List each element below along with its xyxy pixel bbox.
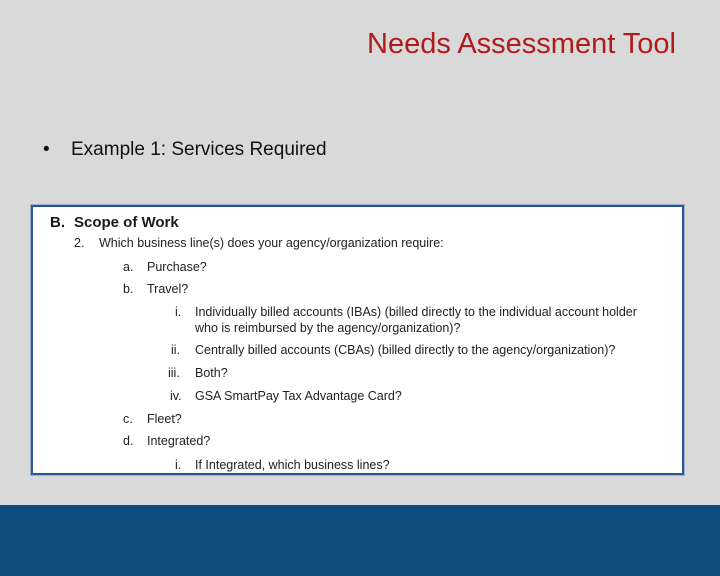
list-text: Both?: [195, 366, 228, 380]
list-text: Individually billed accounts (IBAs) (billed directly to the individual account holder: [195, 305, 637, 319]
question-line: [74, 236, 444, 250]
list-text: If Integrated, which business lines?: [195, 458, 390, 472]
question-text: Which business line(s) does your agency/organization require:: [99, 236, 444, 250]
bullet-dot: •: [43, 139, 50, 160]
list-text: Centrally billed accounts (CBAs) (billed directly to the agency/organization)?: [195, 343, 616, 357]
question-number: 2.: [74, 236, 85, 250]
list-text: Purchase?: [147, 260, 207, 274]
bullet-text: Example 1: Services Required: [71, 139, 327, 160]
list-marker: i.: [175, 305, 182, 319]
list-text: Travel?: [147, 282, 189, 296]
list-marker: b.: [123, 282, 134, 296]
footer-bar: [0, 505, 720, 576]
list-marker: iii.: [168, 366, 180, 380]
document-excerpt: [31, 205, 684, 475]
list-text: who is reimbursed by the agency/organization)?: [195, 321, 461, 335]
list-marker: c.: [123, 412, 133, 426]
section-title: Scope of Work: [74, 214, 179, 231]
section-marker: B.: [50, 214, 65, 231]
list-marker: iv.: [170, 389, 182, 403]
list-marker: d.: [123, 434, 134, 448]
section-header: [50, 214, 179, 231]
list-marker: i.: [175, 458, 182, 472]
list-marker: a.: [123, 260, 134, 274]
list-text: Fleet?: [147, 412, 182, 426]
slide-title: Needs Assessment Tool: [367, 28, 676, 60]
list-marker: ii.: [171, 343, 181, 357]
list-text: GSA SmartPay Tax Advantage Card?: [195, 389, 402, 403]
bullet-item: [43, 139, 327, 161]
list-text: Integrated?: [147, 434, 211, 448]
